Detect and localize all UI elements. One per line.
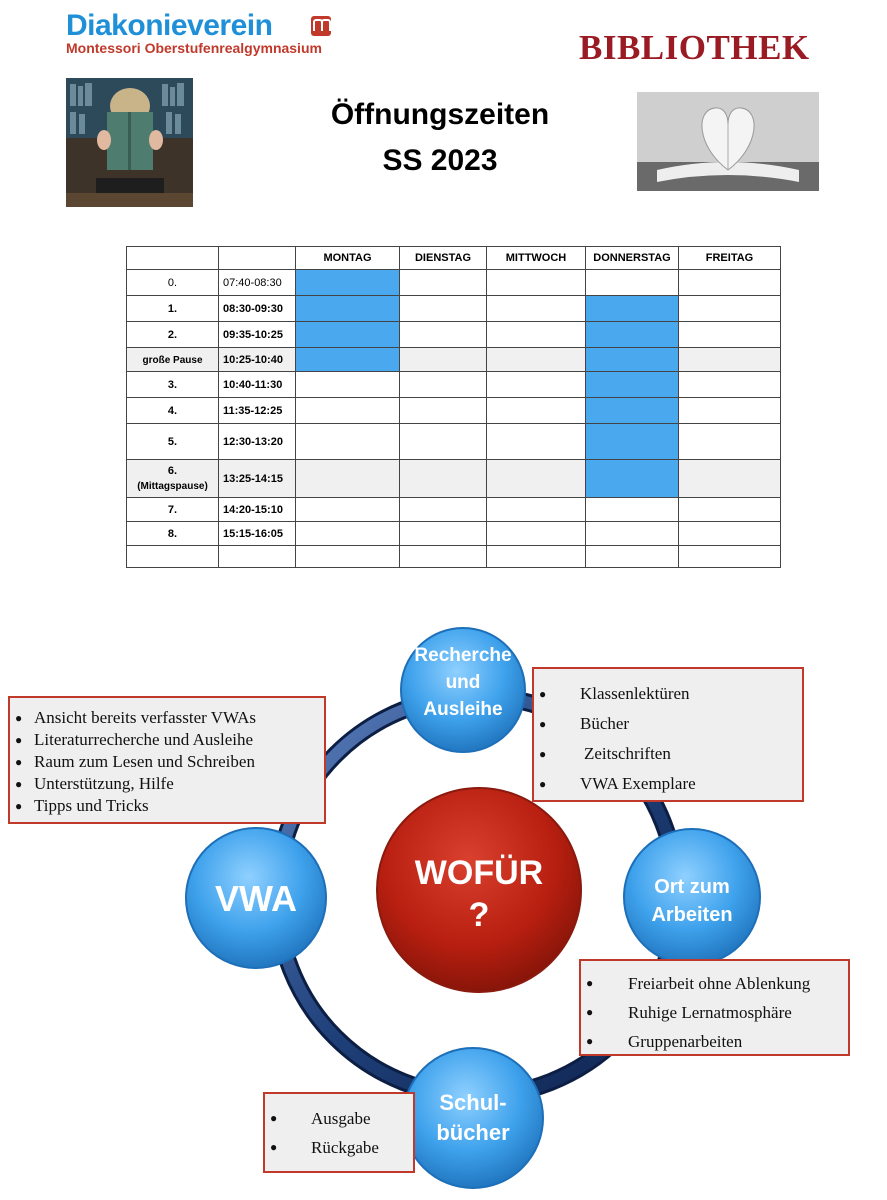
period-label: 4. [167, 404, 178, 417]
period-label: 6. [167, 464, 178, 477]
schulbuecher-label-line2: bücher [436, 1120, 510, 1145]
list-item: ● Ansicht bereits verfasster VWAs [10, 707, 324, 729]
period-time: 08:30-09:30 [219, 296, 296, 322]
period-label: 3. [167, 378, 178, 391]
list-item: ● Raum zum Lesen und Schreiben [10, 751, 324, 773]
period-time: 12:30-13:20 [219, 424, 296, 460]
period-label: 1. [167, 302, 178, 315]
period-time: 15:15-16:05 [219, 522, 296, 546]
center-label-line2: ? [468, 896, 490, 934]
list-item: ● Tipps und Tricks [10, 795, 324, 817]
period-time: 07:40-08:30 [219, 270, 296, 296]
period-label-note: (Mittagspause) [137, 480, 208, 492]
day-header: DONNERSTAG [586, 247, 679, 270]
schulbuecher-list [265, 1104, 413, 1162]
recherche-label-line1: Recherche [414, 645, 512, 666]
title-line-1: Öffnungszeiten [330, 98, 550, 131]
list-item: ● Ruhige Lernatmosphäre [581, 998, 848, 1027]
ort-label [624, 873, 760, 929]
list-item: ● VWA Exemplare [534, 769, 802, 799]
center-label-line1: WOFÜR [414, 854, 544, 892]
recherche-label-line2: und [445, 672, 481, 693]
list-item: ● Klassenlektüren [534, 679, 802, 709]
vwa-info-box [8, 696, 326, 824]
recherche-list [534, 679, 802, 799]
period-label: 7. [167, 503, 178, 516]
vwa-list [10, 707, 324, 817]
recherche-info-box [532, 667, 804, 802]
period-time: 10:25-10:40 [219, 348, 296, 372]
period-label: große Pause [142, 354, 203, 366]
list-item: ● Bücher [534, 709, 802, 739]
center-label [379, 852, 579, 936]
logo-name: Diakonieverein [66, 9, 273, 42]
list-item: ● Rückgabe [265, 1133, 413, 1162]
ort-label-line1: Ort zum [654, 876, 730, 898]
schulbuecher-label-line1: Schul- [439, 1090, 507, 1115]
list-item: ● Gruppenarbeiten [581, 1027, 848, 1056]
title-line-2: SS 2023 [382, 144, 498, 177]
list-item: ● Zeitschriften [534, 739, 802, 769]
schulbuecher-label [403, 1088, 543, 1148]
day-header: FREITAG [679, 247, 781, 270]
logo-subtitle: Montessori Oberstufenrealgymnasium [66, 40, 322, 56]
ort-info-box [579, 959, 850, 1056]
day-header: DIENSTAG [400, 247, 487, 270]
day-header: MONTAG [296, 247, 400, 270]
list-item: ● Unterstützung, Hilfe [10, 773, 324, 795]
period-label: 2. [167, 328, 178, 341]
list-item: ● Freiarbeit ohne Ablenkung [581, 969, 848, 998]
period-time: 14:20-15:10 [219, 498, 296, 522]
recherche-label-line3: Ausleihe [423, 699, 503, 720]
period-time: 11:35-12:25 [219, 398, 296, 424]
period-time: 09:35-10:25 [219, 322, 296, 348]
library-label: BIBLIOTHEK [579, 28, 810, 67]
period-time: 10:40-11:30 [219, 372, 296, 398]
day-header: MITTWOCH [487, 247, 586, 270]
ort-label-line2: Arbeiten [651, 904, 733, 926]
period-label: 5. [167, 435, 178, 448]
vwa-label: VWA [214, 878, 297, 919]
period-label: 8. [167, 527, 178, 540]
period-label: 0. [127, 270, 219, 296]
period-time: 13:25-14:15 [219, 460, 296, 498]
list-item: ● Ausgabe [265, 1104, 413, 1133]
recherche-label [403, 642, 523, 723]
ort-list [581, 969, 848, 1056]
list-item: ● Literaturrecherche und Ausleihe [10, 729, 324, 751]
schulbuecher-info-box [263, 1092, 415, 1173]
